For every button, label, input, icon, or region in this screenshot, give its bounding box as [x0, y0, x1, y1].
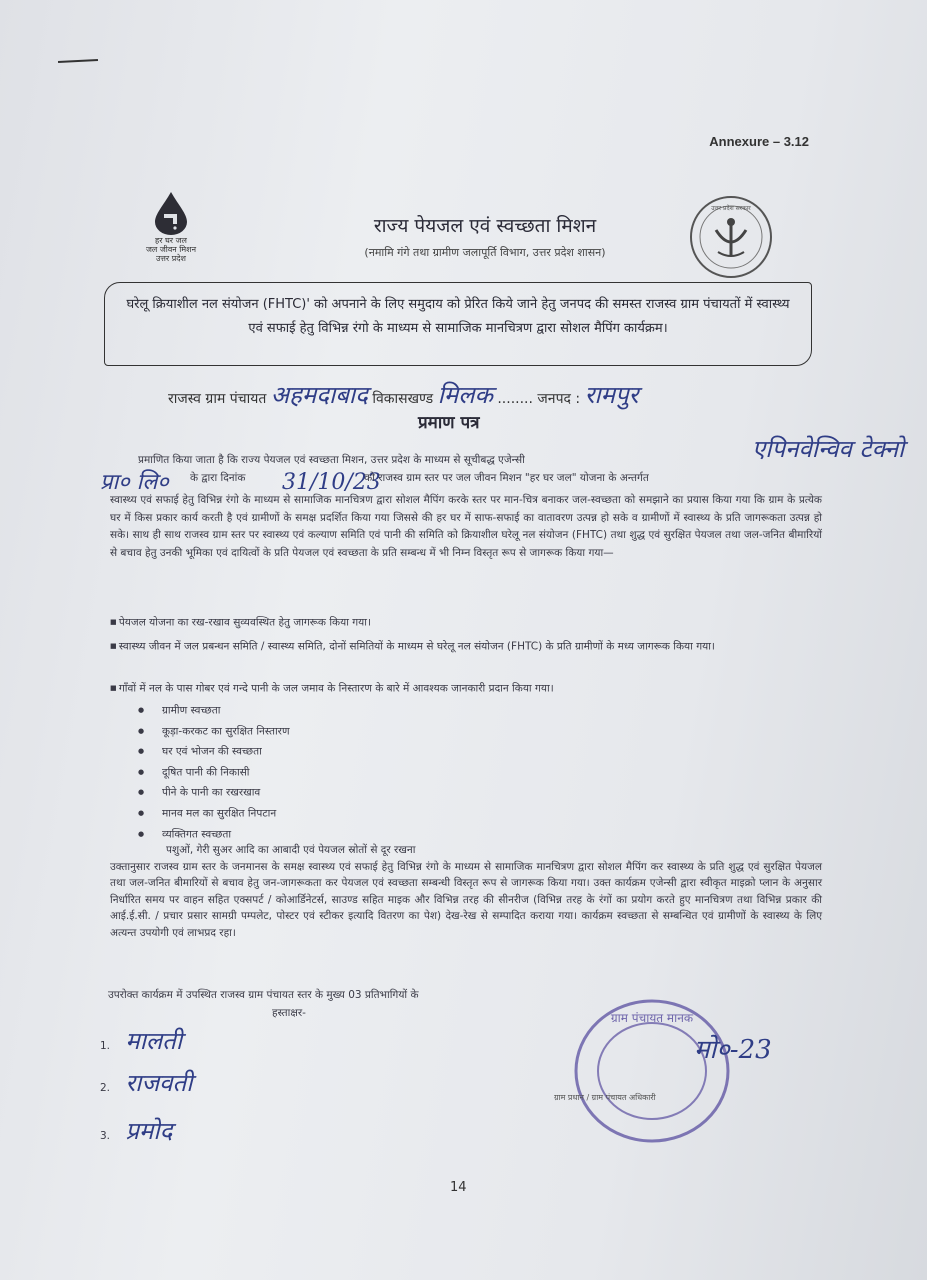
block-label: विकासखण्ड	[372, 391, 434, 407]
signature-name: प्रमोद	[125, 1117, 173, 1145]
body-line-2a: के द्वारा दिनांक	[190, 471, 246, 484]
stamp-ring-text: ग्राम पंचायत मानक	[610, 1011, 694, 1025]
sub-bullet-item: ● दूषित पानी की निकासी	[138, 762, 638, 783]
attendance-line: उपरोक्त कार्यक्रम में उपस्थित राजस्व ग्राम पंचायत स्तर के मुख्य 03 प्रतिभागियों के	[108, 989, 419, 1001]
logo-tagline-3: उत्तर प्रदेश	[156, 254, 186, 263]
har-ghar-jal-logo	[138, 190, 204, 263]
sub-bullet-item: ● व्यक्तिगत स्वच्छता	[138, 824, 638, 845]
page-number: 14	[450, 1180, 467, 1195]
logo-tagline-2: जल जीवन मिशन	[145, 245, 197, 254]
sub-bullet-item: ● मानव मल का सुरक्षित निपटान	[138, 803, 638, 824]
signature-number: 2.	[100, 1082, 111, 1094]
conclusion-paragraph: उक्तानुसार राजस्व ग्राम स्तर के जनमानस के समक्ष स्वास्थ्य एवं सफाई हेतु विभिन्न रंगो के माध्यम से सामाजिक मानचित्रण द्वारा सोशल मैपिंग कर स्वास्थ्य के प्रति शुद्ध एवं सुरक्षित पेयजल तथा जल-जनित बीमारियों से बचाव हेतु जन-जागरूकता कर पेयजल एवं स्वच्छता सम्बन्धी विस्तृत रूप से जागरूक किया गया। उक्त कार्यक्रम एजेन्सी द्वारा स्वीकृत माइक्रो प्लान के अनुसार निर्धारित समय पर वाहन सहित एक्सपर्ट / कोआर्डिनेटर्स, साउण्ड सहित माइक और विभिन्न तरह की सीनरीज (विभिन्न तरह के रंगों का प्रयोग करते हुए मानचित्रण तथा विभिन्न प्रकार की आई.ई.सी. / प्रचार प्रसार सामग्री पम्पलेट, पोस्टर एवं स्टीकर इत्यादि वितरण का पेश) देख-रेख से सम्पादित कराया गया। कार्यक्रम स्वच्छता से सम्बन्धित एवं ग्रामीणों के स्वास्थ्य के लिए अत्यन्त उपयोगी एवं लाभप्रद रहा।	[110, 860, 822, 939]
body-line-1: प्रमाणित किया जाता है कि राज्य पेयजल एवं स्वच्छता मिशन, उत्तर प्रदेश के माध्यम से सूचीबद्ध एजेन्सी	[138, 454, 525, 466]
pen-mark	[58, 59, 98, 63]
conclusion-block	[110, 844, 822, 942]
signature-number: 1.	[100, 1040, 111, 1052]
signature-1	[100, 1024, 182, 1057]
sub-bullet-item: ● ग्रामीण स्वच्छता	[138, 700, 638, 721]
logo-tagline-1: हर घर जल	[155, 236, 187, 245]
sub-bullet-item: पशुओं, गेरी सुअर आदि का आबादी एवं पेयजल स्रोतों से दूर रखना	[166, 844, 416, 856]
sub-bullet-item: ● कूड़ा-करकट का सुरक्षित निस्तारण	[138, 721, 638, 742]
body-intro	[110, 452, 822, 487]
water-drop-tap-icon	[151, 190, 191, 236]
gram-panchayat-line: राजस्व ग्राम पंचायत अहमदाबाद विकासखण्ड मिलक ........ जनपद : रामपुर	[168, 381, 639, 409]
signature-2	[100, 1066, 192, 1099]
date-handwritten: 31/10/23	[282, 470, 381, 495]
emblem-caption: उत्तर प्रदेश सरकार	[711, 205, 751, 212]
agency-name-handwritten: एपिनवेन्विव टेक्नो	[752, 435, 905, 463]
signature-number: 3.	[100, 1130, 111, 1142]
program-title: घरेलू क्रियाशील नल संयोजन (FHTC)' को अपनाने के लिए समुदाय को प्रेरित किये जाने हेतु जनपद की समस्त राजस्व ग्राम पंचायतों में स्वास्थ्य एवं सफाई हेतु विभिन्न रंगो के माध्यम से सामाजिक मानचित्रण द्वारा सोशल मैपिंग कार्यक्रम।	[126, 297, 790, 336]
stamp-label: ग्राम प्रधान / ग्राम पंचायत अधिकारी	[554, 1093, 656, 1102]
main-bullet-3: ■ गाँवों में नल के पास गोबर एवं गन्दे पानी के जल जमाव के निस्तारण के बारे में आवश्यक जानकारी प्रदान किया गया।	[110, 680, 822, 698]
main-bullet-1: ■ पेयजल योजना का रख-रखाव सुव्यवस्थित हेतु जागरूक किया गया।	[110, 614, 822, 632]
district-value: रामपुर	[584, 381, 639, 409]
signature-name: राजवती	[125, 1069, 193, 1097]
district-label: जनपद :	[537, 391, 581, 407]
annexure-label: Annexure – 3.12	[709, 134, 809, 149]
block-value: मिलक	[437, 381, 493, 409]
program-title-box	[104, 282, 812, 366]
header-title: राज्य पेयजल एवं स्वच्छता मिशन	[373, 215, 597, 237]
sub-bullet-item: ● पीने के पानी का रखरखाव	[138, 782, 638, 803]
main-bullet-2: ■ स्वास्थ्य जीवन में जल प्रबन्धन समिति / स्वास्थ्य समिति, दोनों समितियों के माध्यम से घरेलू नल संयोजन (FHTC) के प्रति ग्रामीणों के मध्य जागरूक किया गया।	[110, 638, 822, 656]
sub-bullet-list	[138, 700, 638, 844]
gram-panchayat-stamp	[572, 996, 732, 1146]
certificate-heading: प्रमाण पत्र	[418, 413, 480, 433]
header-subtitle: (नमामि गंगे तथा ग्रामीण जलापूर्ति विभाग, उत्तर प्रदेश शासन)	[364, 246, 606, 259]
body-paragraph: स्वास्थ्य एवं सफाई हेतु विभिन्न रंगो के माध्यम से सामाजिक मानचित्रण द्वारा सोशल मैपिंग करके स्तर पर मान-चित्र बनाकर जल-स्वच्छता को समझाने का प्रयास किया गया कि ग्राम के प्रत्येक घर में किस प्रकार कार्य करती है एवं ग्रामीणों के समक्ष प्रदर्शित किया गया जिससे की हर घर में साफ-सफाई का वातावरण उत्पन्न हो सके व ग्रामीणों में स्वास्थ्य के प्रति जागरूकता उत्पन्न हो सके। साथ ही साथ राजस्व ग्राम स्तर पर स्वास्थ्य एवं कल्याण समिति एवं पानी की समिति को क्रियाशील घरेलू नल संयोजन (FHTC) तथा शुद्ध एवं सुरक्षित पेयजल तथा जल-जनित बीमारियों से बचाव हेतु उनकी भूमिका एवं दायित्वों के प्रति पेयजल एवं स्वच्छता के प्रति सम्बन्ध में भी निम्न विस्तृत रूप से जागरूक किया गया—	[110, 494, 822, 559]
stamp-handwritten: मो०-23	[694, 1035, 772, 1065]
signature-3	[100, 1114, 172, 1147]
body-line-2b: को राजस्व ग्राम स्तर पर जल जीवन मिशन "हर घर जल" योजना के अन्तर्गत	[364, 471, 649, 484]
signature-name: मालती	[125, 1027, 183, 1055]
gp-value: अहमदाबाद	[270, 381, 368, 409]
gp-label: राजस्व ग्राम पंचायत	[168, 391, 267, 407]
signature-label: हस्ताक्षर-	[272, 1007, 306, 1019]
agency-suffix-handwritten: प्रा० लि०	[100, 470, 169, 495]
sub-bullet-item: ● घर एवं भोजन की स्वच्छता	[138, 741, 638, 762]
